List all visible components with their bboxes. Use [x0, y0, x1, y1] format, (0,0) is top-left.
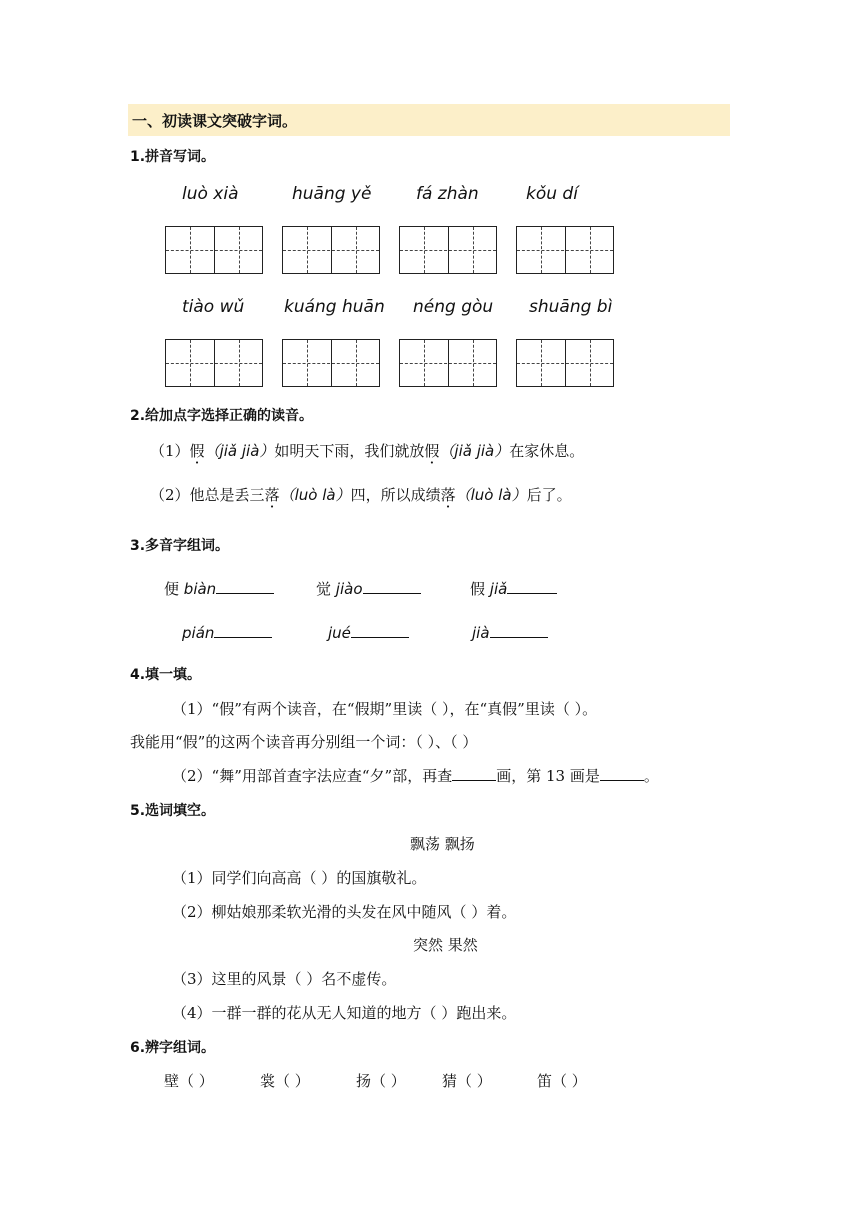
writing-grid[interactable] — [282, 226, 380, 274]
q2-line-1: （1）假（jiǎ jià）如明天下雨，我们就放假（jiǎ jià）在家休息。 — [150, 442, 585, 460]
q4-title: 4.填一填。 — [130, 667, 202, 683]
answer-blank[interactable] — [452, 779, 496, 781]
dotted-char: 落 — [264, 486, 280, 504]
polyphone-item: jià — [472, 624, 548, 642]
q5-sentence-4: （4）一群一群的花从无人知道的地方（ ）跑出来。 — [172, 1004, 517, 1022]
pinyin-5: tiào wǔ — [182, 297, 245, 317]
answer-blank[interactable] — [507, 592, 557, 594]
polyphone-item: 便 biàn — [164, 578, 274, 599]
section-banner — [128, 104, 730, 136]
answer-blank[interactable] — [600, 779, 644, 781]
q5-title: 5.选词填空。 — [130, 803, 216, 819]
writing-grid[interactable] — [399, 339, 497, 387]
polyphone-item: 假 jiǎ — [470, 578, 557, 599]
answer-blank[interactable] — [490, 636, 548, 638]
q2-title: 2.给加点字选择正确的读音。 — [130, 408, 314, 424]
answer-blank[interactable] — [363, 592, 421, 594]
pinyin-2: huāng yě — [292, 184, 372, 204]
dotted-char: 假 — [189, 442, 205, 460]
q6-title: 6.辨字组词。 — [130, 1040, 216, 1056]
reading-options[interactable]: （jiǎ jià） — [439, 442, 510, 460]
pinyin-4: kǒu dí — [526, 184, 578, 204]
pinyin-7: néng gòu — [413, 297, 494, 317]
writing-grid[interactable] — [516, 339, 614, 387]
section-title: 一、初读课文突破字词。 — [132, 112, 298, 130]
word-options-1: 飘荡 飘扬 — [410, 835, 475, 853]
reading-options[interactable]: （luò là） — [455, 486, 527, 504]
word-options-2: 突然 果然 — [413, 936, 478, 954]
pinyin-3: fá zhàn — [416, 184, 479, 204]
polyphone-item: jué — [328, 624, 409, 642]
q4-line-2: 我能用“假”的这两个读音再分别组一个词：（ ）、（ ） — [130, 733, 478, 751]
q5-sentence-3: （3）这里的风景（ ）名不虚传。 — [172, 970, 397, 988]
polyphone-item: pián — [182, 624, 272, 642]
char-item[interactable]: 笛（ ） — [537, 1072, 587, 1090]
char-item[interactable]: 壁（ ） — [164, 1072, 214, 1090]
reading-options[interactable]: （luò là） — [279, 486, 351, 504]
q1-title: 1.拼音写词。 — [130, 149, 216, 165]
q4-line-3: （2）“舞”用部首查字法应查“夕”部，再查 画，第 13 画是 。 — [172, 767, 659, 785]
answer-blank[interactable] — [351, 636, 409, 638]
char-item[interactable]: 猜（ ） — [442, 1072, 492, 1090]
pinyin-1: luò xià — [182, 184, 239, 204]
pinyin-8: shuāng bì — [529, 297, 613, 317]
q5-sentence-2: （2）柳姑娘那柔软光滑的头发在风中随风（ ）着。 — [172, 903, 517, 921]
writing-grid[interactable] — [165, 226, 263, 274]
reading-options[interactable]: （jiǎ jià） — [204, 442, 275, 460]
answer-blank[interactable] — [214, 636, 272, 638]
q3-title: 3.多音字组词。 — [130, 538, 230, 554]
answer-blank[interactable] — [216, 592, 274, 594]
q2-line-2: （2）他总是丢三落（luò là）四，所以成绩落（luò là）后了。 — [150, 486, 572, 504]
char-item[interactable]: 扬（ ） — [356, 1072, 406, 1090]
writing-grid[interactable] — [399, 226, 497, 274]
writing-grid[interactable] — [165, 339, 263, 387]
dotted-char: 假 — [424, 442, 440, 460]
char-item[interactable]: 裳（ ） — [260, 1072, 310, 1090]
q4-line-1: （1）“假”有两个读音，在“假期”里读（ ），在“真假”里读（ ）。 — [172, 700, 598, 718]
polyphone-item: 觉 jiào — [316, 578, 421, 599]
pinyin-6: kuáng huān — [284, 297, 385, 317]
writing-grid[interactable] — [282, 339, 380, 387]
writing-grid[interactable] — [516, 226, 614, 274]
q5-sentence-1: （1）同学们向高高（ ）的国旗敬礼。 — [172, 869, 427, 887]
dotted-char: 落 — [440, 486, 456, 504]
